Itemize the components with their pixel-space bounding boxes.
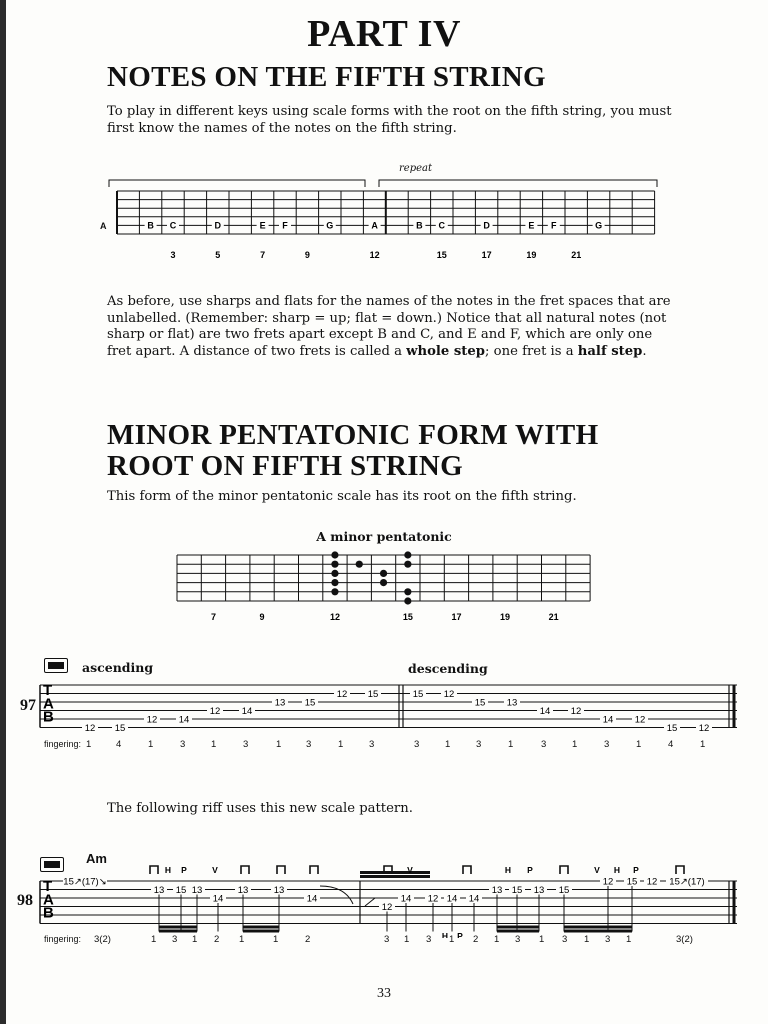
technique-label: H [441,931,449,938]
fingering-number: 3 [384,934,390,945]
scan-edge [0,0,6,1024]
paragraph-text: As before, use sharps and flats for the names of the notes in the fret spaces that are unlabelled. (Remember: sharp = up; flat = down.) Notice that all natural notes (not sharp or flat) are two frets apart except B and C, and E and F, which are only one fret apart. A distance of two frets is called a [107,294,671,359]
note-name: G [326,220,334,231]
downstroke-icon [560,866,568,874]
fingering-number: 3 [541,739,547,750]
note-name: B [416,220,423,231]
tab-fret-number: 14 [539,706,551,717]
tab-fret-number: 14 [306,893,318,905]
fret-number: 17 [451,612,462,622]
technique-label: H [164,865,172,875]
tab-fret-number: 14 [241,706,253,717]
scale-note-dot [404,561,411,568]
scale-note-dot [380,570,387,577]
fret-number: 17 [481,250,492,260]
ascending-label: ascending [82,660,154,675]
scale-note-dot [404,597,411,604]
fingering-number: 1 [276,739,282,750]
scale-note-dot [356,561,363,568]
downstroke-icon [241,866,249,874]
section-intro-pentatonic: This form of the minor pentatonic scale has its root on the fifth string. [107,489,577,504]
chord-name: Am [86,851,107,866]
fret-number: 5 [215,250,221,260]
fingering-number: 1 [239,934,245,945]
repeat-label: repeat [399,163,432,174]
fingering-number: 1 [148,739,154,750]
fret-number: 21 [571,250,582,260]
fingering-number: 1 [404,934,410,945]
fingering-number: 1 [539,934,545,945]
tab-fret-number: 13 [506,697,518,709]
tab-fret-number: 15 [367,689,379,700]
fret-number: 12 [329,612,340,622]
fingering-number: 1 [192,934,198,945]
fingering-number: 1 [700,739,706,750]
tab-staff-98 [35,858,745,938]
tab-fret-number: 14 [468,893,480,905]
term-half-step: half step [577,343,643,359]
tab-fret-number: 13 [491,885,503,896]
technique-label: P [633,865,639,875]
fret-number: 9 [259,612,265,622]
fret-number: 3 [170,250,176,260]
tab-fret-number: 12 [427,893,439,905]
tab-fret-number: 14 [602,714,614,726]
fingering-label-98: fingering: [44,934,82,944]
note-name: B [147,220,154,231]
technique-label: V [594,865,600,875]
note-name: E [259,220,266,231]
scale-note-dot [331,561,338,568]
page-title: PART IV [307,13,461,55]
fret-number: 7 [260,250,266,260]
fingering-row-97 [0,735,768,751]
fingering-number: 2 [305,934,311,945]
fingering-number: 3 [426,934,432,945]
scale-note-dot [331,570,338,577]
fingering-row-98 [0,930,768,946]
tab-fret-number: 15↗(17) [669,876,705,888]
tab-fret-number: 12 [634,714,646,726]
tab-fret-number: 15↗(17)↘ [63,876,107,888]
fingering-number: 1 [572,739,578,750]
diagram-title: A minor pentatonic [316,529,452,544]
technique-label: P [181,865,187,875]
tab-fret-number: 14 [178,714,190,726]
tab-fret-number: 15 [666,723,678,734]
note-beam [243,926,279,929]
fingering-number: 1 [445,739,451,750]
audio-track-icon [44,658,68,673]
tab-fret-number: 15 [626,876,638,888]
tab-fret-number: 15 [114,723,126,734]
example-number-97: 97 [20,697,36,714]
fingering-number: 3 [476,739,482,750]
fret-number: 15 [402,612,413,622]
fingering-number: 3 [562,934,568,945]
downstroke-icon [277,866,285,874]
technique-label: V [407,865,413,875]
scale-note-dot [380,579,387,586]
note-name: D [214,220,222,231]
fingering-number: 3 [180,739,186,750]
tab-fret-number: 12 [443,689,455,700]
tab-clef-letter: T [43,682,53,700]
note-name: G [595,220,603,231]
tab-fret-number: 15 [511,885,523,896]
tab-fret-number: 12 [146,714,158,726]
pentatonic-scale-diagram [170,548,600,628]
fingering-label-97: fingering: [44,739,82,749]
fret-number: 7 [210,612,216,622]
technique-label: V [212,865,218,875]
technique-label: H [504,865,512,875]
scale-note-dot [404,551,411,558]
note-name: C [438,220,446,231]
tab-fret-number: 13 [274,697,286,709]
note-beam [360,875,430,878]
note-beam [564,926,632,929]
tab-fret-number: 12 [209,706,221,717]
note-name: E [528,220,535,231]
string-label-a: A [100,221,107,231]
paragraph-text-end: . [642,343,647,359]
scale-note-dot [404,588,411,595]
downstroke-icon [310,866,318,874]
fingering-number: 1 [151,934,157,945]
scale-note-dot [331,579,338,586]
tab-fret-number: 13 [273,885,285,896]
fingering-number: 2 [473,934,479,945]
term-whole-step: whole step [406,343,486,359]
fingering-number: 3(2) [94,934,111,945]
slide-curve [365,898,375,906]
tab-fret-number: 15 [474,697,486,709]
fret-number: 19 [526,250,537,260]
downstroke-icon [463,866,471,874]
tab-clef-letter: B [43,904,54,922]
paragraph-text-mid: ; one fret is a [485,343,578,359]
tab-fret-number: 12 [698,723,710,734]
slide-curve [320,886,353,904]
fret-number: 12 [369,250,380,260]
tab-fret-number: 12 [84,723,96,734]
fingering-number: 3 [604,739,610,750]
tab-fret-number: 14 [212,893,224,905]
example-number-98: 98 [17,892,33,909]
fingering-number: 1 [508,739,514,750]
tab-fret-number: 15 [412,689,424,700]
tab-fret-number: 12 [646,876,658,888]
tab-clef-letter: T [43,878,53,896]
fingering-number: 1 [584,934,590,945]
tab-fret-number: 15 [558,885,570,896]
tab-clef-letter: B [43,708,54,726]
fingering-number: 1 [86,739,92,750]
fifth-string-note-diagram [100,175,670,265]
fingering-number: 1 [449,934,455,945]
tab-fret-number: 13 [237,885,249,896]
riff-intro: The following riff uses this new scale pattern. [107,801,413,816]
technique-label: H [613,865,621,875]
note-beam [360,871,430,874]
tab-fret-number: 13 [533,885,545,896]
note-beam [159,926,197,929]
technique-label: P [527,865,533,875]
technique-label: P [457,931,463,938]
fingering-number: 1 [626,934,632,945]
fingering-number: 4 [116,739,122,750]
tab-fret-number: 13 [191,885,203,896]
section-heading-minor-pentatonic-1: MINOR PENTATONIC FORM WITH [107,419,599,451]
note-name: F [551,220,557,231]
downstroke-icon [676,866,684,874]
fingering-number: 3 [414,739,420,750]
fingering-number: 1 [338,739,344,750]
fret-number: 9 [304,250,310,260]
tab-fret-number: 13 [153,885,165,896]
fingering-number: 3(2) [676,934,693,945]
fret-number: 19 [500,612,511,622]
tab-fret-number: 15 [304,697,316,709]
fingering-number: 4 [668,739,674,750]
fingering-number: 2 [214,934,220,945]
fingering-number: 1 [494,934,500,945]
note-name: D [483,220,490,231]
scale-note-dot [331,588,338,595]
fingering-number: 3 [605,934,611,945]
fingering-number: 1 [273,934,279,945]
fingering-number: 3 [243,739,249,750]
sharps-flats-paragraph [107,294,677,360]
section-intro-fifth-string: To play in different keys using scale forms with the root on the fifth string, you must first know the names of the notes on the fifth string. [107,104,672,136]
note-name: C [169,220,177,231]
downstroke-icon [150,866,158,874]
section-heading-minor-pentatonic-2: ROOT ON FIFTH STRING [107,450,463,482]
note-name: A [371,220,378,231]
tab-fret-number: 14 [400,893,412,905]
tab-fret-number: 14 [446,893,458,905]
note-name: F [282,220,288,231]
fingering-number: 3 [172,934,178,945]
fingering-number: 3 [515,934,521,945]
tab-fret-number: 12 [570,706,582,717]
tab-clef-letter: A [43,695,54,713]
tab-clef-letter: A [43,891,54,909]
fingering-number: 3 [369,739,375,750]
fingering-number: 3 [306,739,312,750]
fingering-number: 1 [636,739,642,750]
fret-number: 21 [548,612,559,622]
note-beam [497,926,539,929]
fret-number: 15 [436,250,447,260]
page-number: 33 [377,986,391,1001]
tab-fret-number: 12 [381,902,393,913]
descending-label: descending [408,661,488,676]
tab-fret-number: 12 [602,876,614,888]
section-heading-fifth-string: NOTES ON THE FIFTH STRING [107,61,546,93]
scale-note-dot [331,551,338,558]
tab-fret-number: 12 [336,689,348,700]
fingering-number: 1 [211,739,217,750]
tab-fret-number: 15 [175,885,187,896]
